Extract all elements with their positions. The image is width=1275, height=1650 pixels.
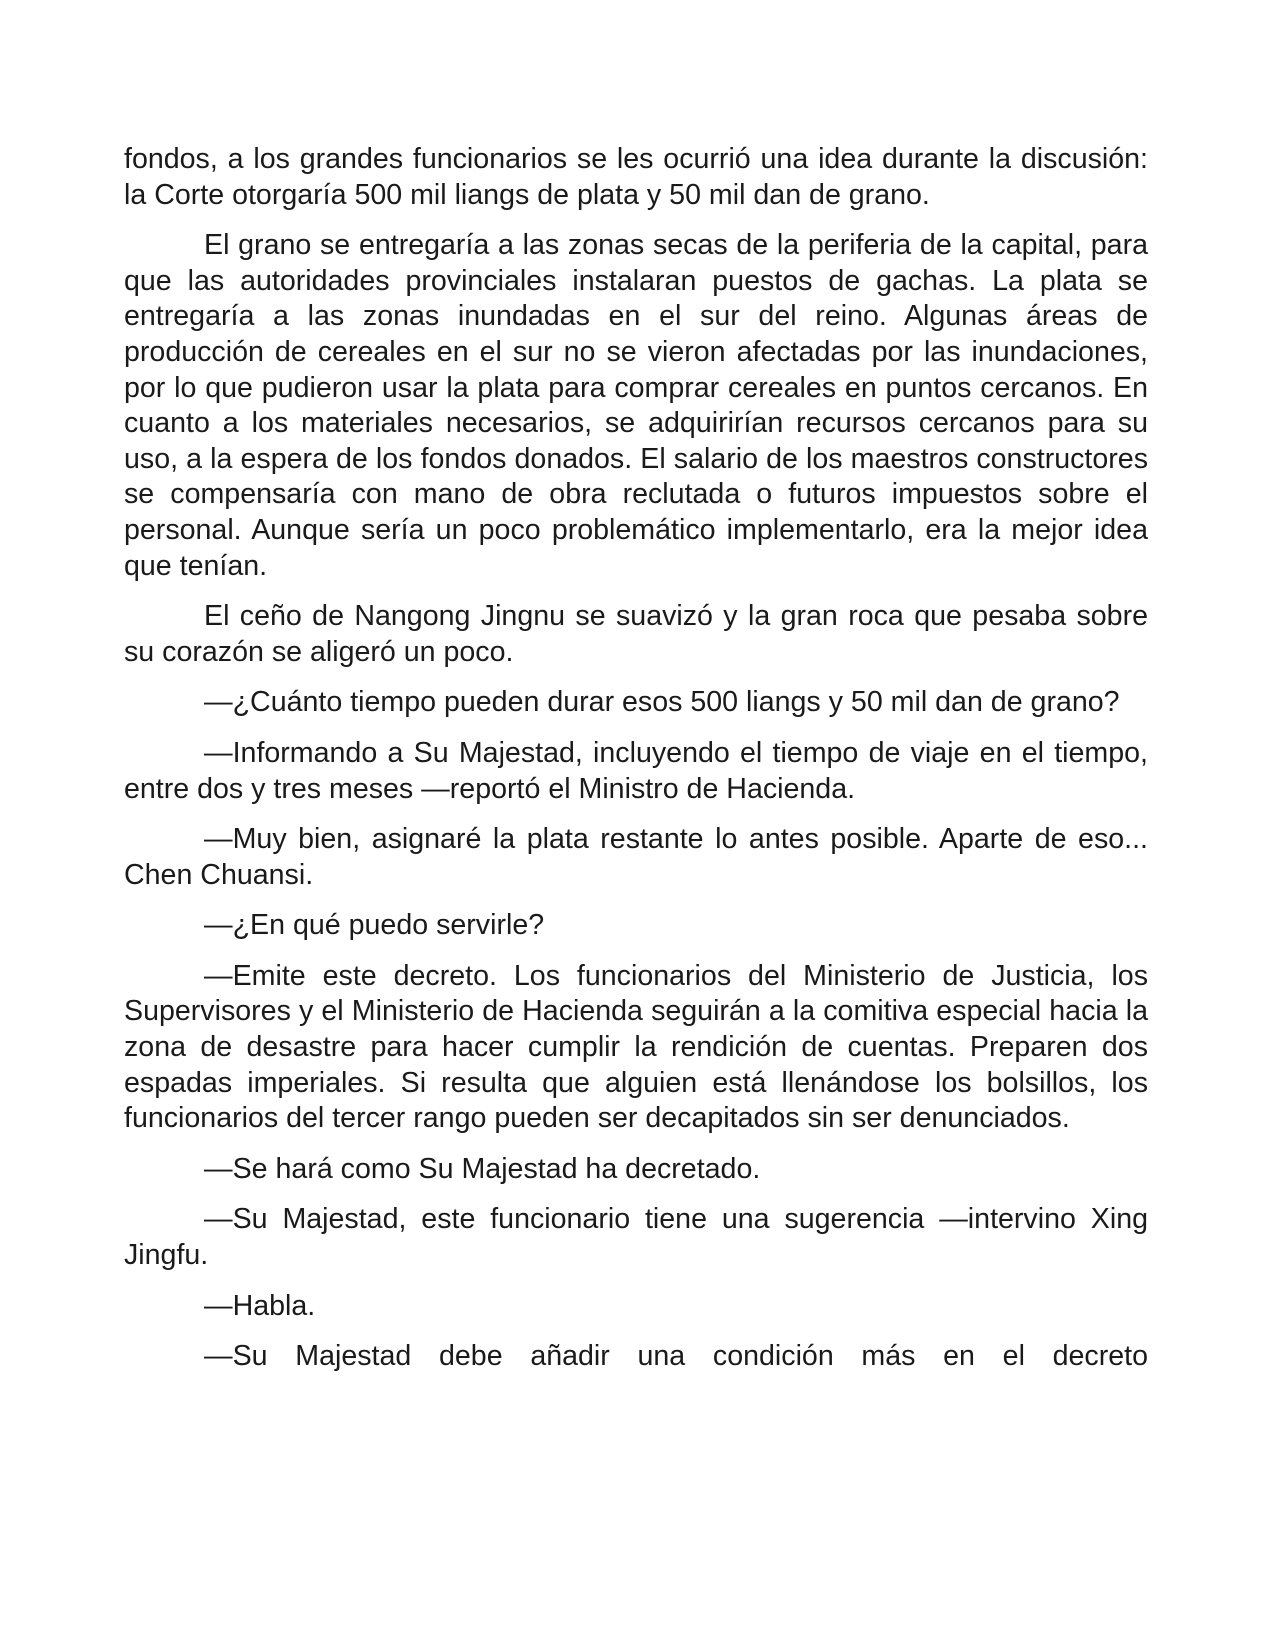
dialogue-line: —Habla.	[204, 1289, 316, 1322]
dialogue-line: —Su Majestad debe añadir una condición más en el decreto	[204, 1340, 1148, 1373]
dialogue-line: —¿Cuánto tiempo pueden durar esos 500 liangs y 50 mil dan de grano?	[204, 686, 1120, 719]
paragraph: El grano se entregaría a las zonas secas de la periferia de la capital, para que las autoridades provinciales instalaran puestos de gachas. La plata se entregaría a las zonas inundadas en el sur del reino. Algunas áreas de producción de cereales en el sur no se vieron afectadas por las inundaciones, por lo que pudieron usar la plata para comprar cereales en puntos cercanos. En cuanto a los materiales necesarios, se adquirirían recursos cercanos para su uso, a la espera de los fondos donados. El salario de los maestros constructores se compensaría con mano de obra reclutada o futuros impuestos sobre el personal. Aunque sería un poco problemático implementarlo, era la mejor idea que tenían.	[124, 229, 1148, 582]
paragraph: fondos, a los grandes funcionarios se les ocurrió una idea durante la discusión: la Corte otorgaría 500 mil liangs de plata y 50 mil dan de grano.	[124, 143, 1148, 211]
dialogue-line: —Se hará como Su Majestad ha decretado.	[204, 1152, 761, 1185]
body-text	[124, 142, 1148, 1375]
dialogue-line: —Emite este decreto. Los funcionarios del Ministerio de Justicia, los Supervisores y el Ministerio de Hacienda seguirán a la comitiva especial hacia la zona de desastre para hacer cumplir la rendición de cuentas. Preparen dos espadas imperiales. Si resulta que alguien está llenándose los bolsillos, los funcionarios del tercer rango pueden ser decapitados sin ser denunciados.	[124, 959, 1148, 1135]
dialogue-line: —Informando a Su Majestad, incluyendo el tiempo de viaje en el tiempo, entre dos y tres meses —reportó el Ministro de Hacienda.	[124, 736, 1148, 805]
dialogue-line: —Muy bien, asignaré la plata restante lo antes posible. Aparte de eso... Chen Chuansi.	[124, 823, 1148, 891]
dialogue-line: —Su Majestad, este funcionario tiene una sugerencia —intervino Xing Jingfu.	[124, 1203, 1148, 1272]
paragraph: El ceño de Nangong Jingnu se suavizó y la gran roca que pesaba sobre su corazón se aligeró un poco.	[124, 600, 1148, 668]
dialogue-line: —¿En qué puedo servirle?	[204, 909, 545, 942]
